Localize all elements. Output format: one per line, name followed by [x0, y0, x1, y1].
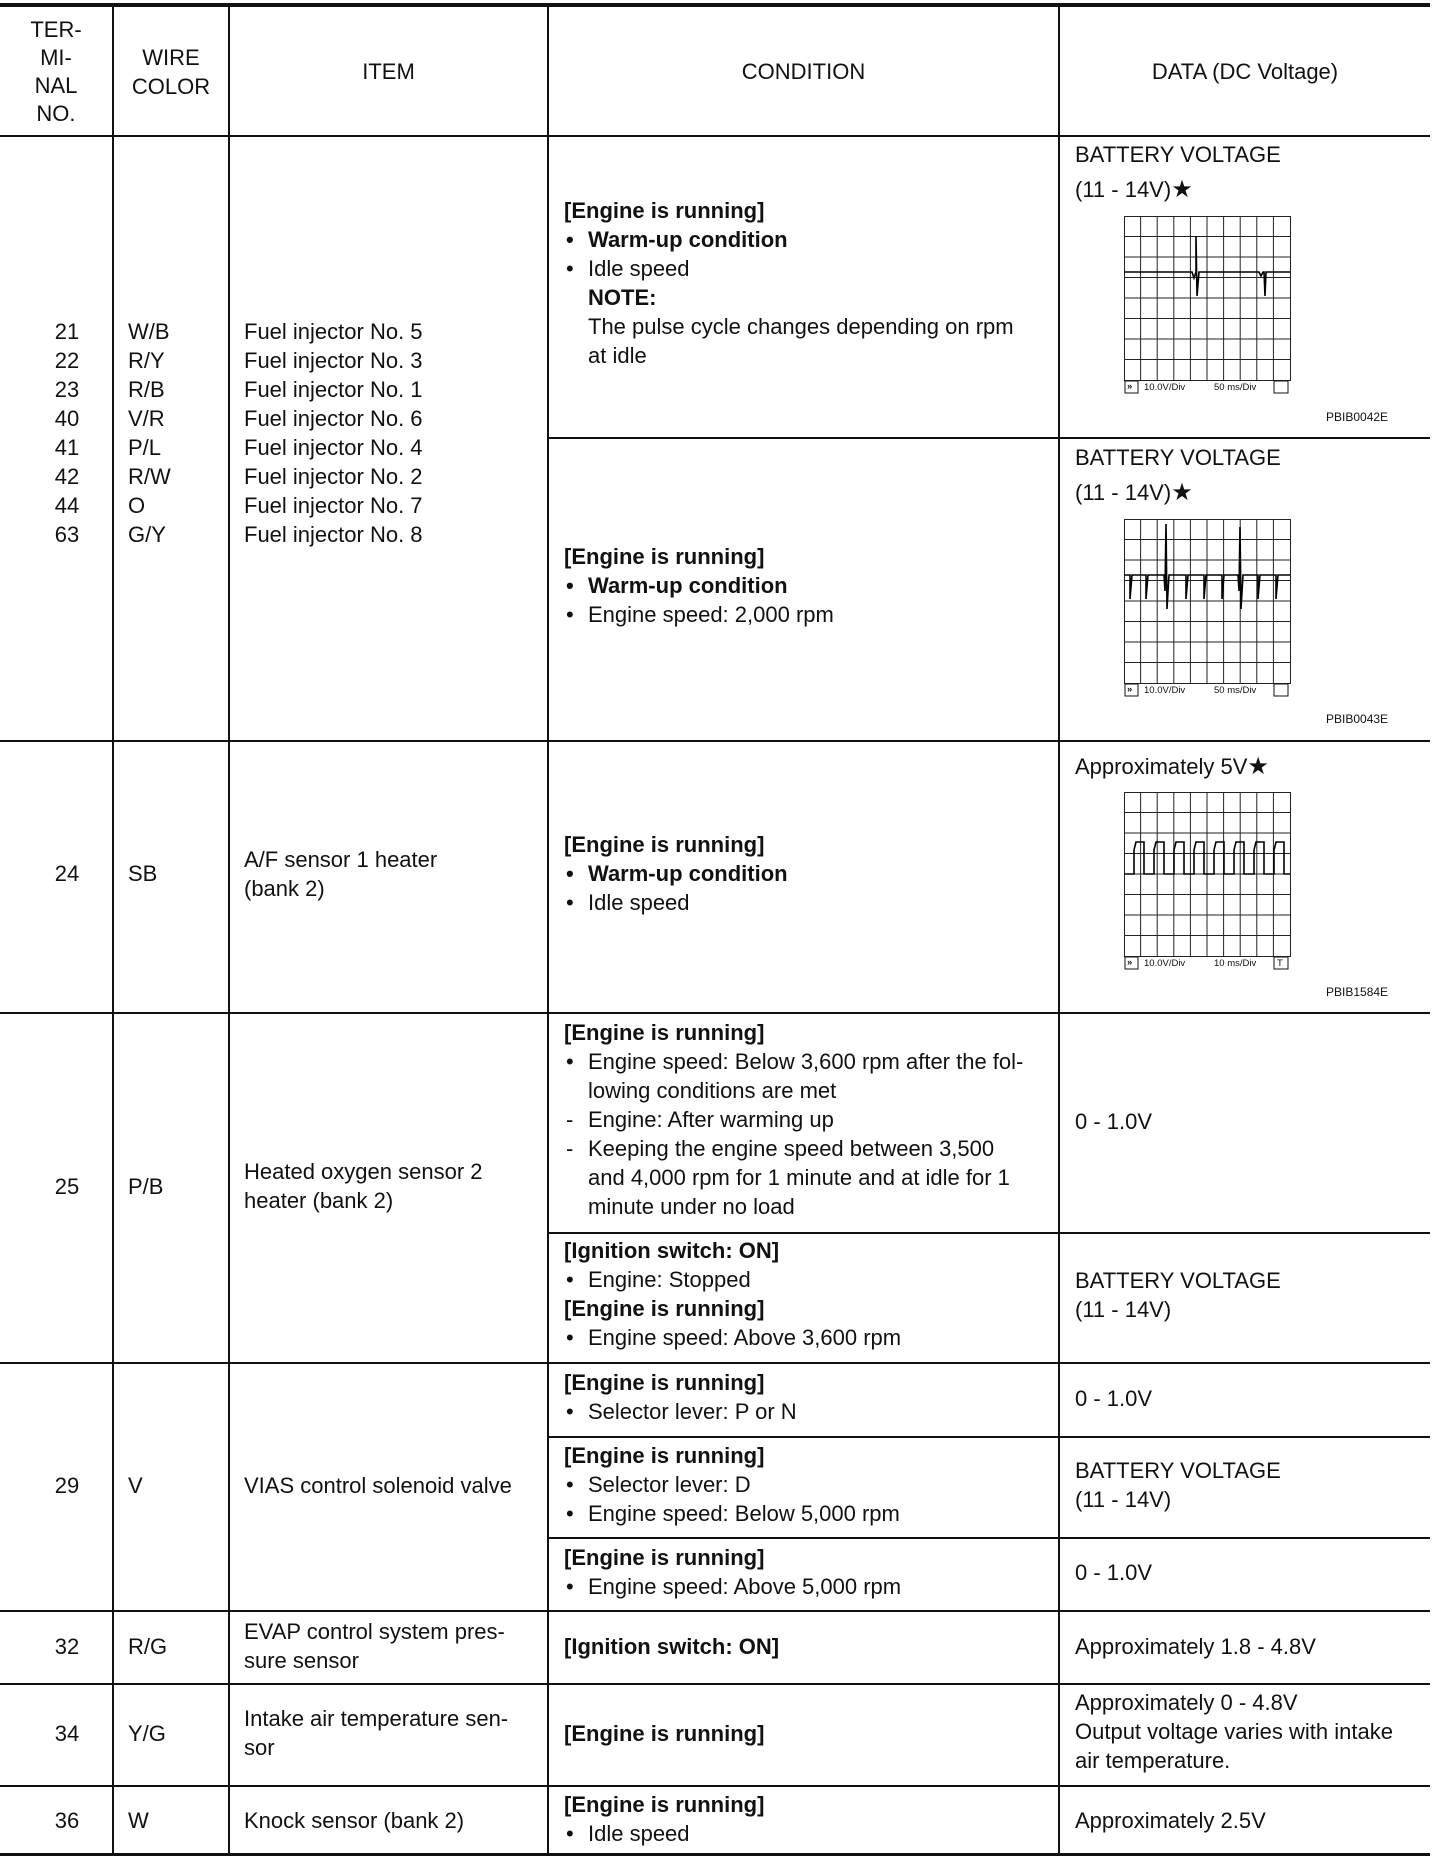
- terminal-number: 34: [54, 1721, 80, 1746]
- column-divider: [1058, 5, 1060, 1855]
- item-name: VIAS control solenoid valve: [244, 1473, 512, 1498]
- figure-code: PBIB1584E: [1326, 985, 1389, 999]
- oscilloscope-waveform: » 10.0V/Div 10 ms/Div T: [1124, 792, 1292, 978]
- data-value: 0 - 1.0V: [1075, 1560, 1153, 1585]
- condition: [Engine is running]: [564, 1721, 765, 1746]
- injector-items: Fuel injector No. 5 Fuel injector No. 3 Fuel injector No. 1 Fuel injector No. 6 Fuel injector No. 4 Fuel injector No. 2 Fuel injector No. 7 Fuel injector No. 8: [244, 319, 423, 547]
- wire-color: R/G: [128, 1634, 168, 1659]
- column-divider: [112, 5, 114, 1855]
- column-divider: [228, 5, 230, 1855]
- row-divider: [0, 1012, 1430, 1014]
- condition: [Engine is running] • Engine speed: Below 3,600 rpm after the fol- lowing conditions are met - Engine: After warming up - Keeping the engine speed between 3,500 and 4,000 rpm for 1 minute and at idle for 1 minute under no load: [564, 1020, 1024, 1219]
- row-divider: [548, 437, 1430, 439]
- condition: [Engine is running] • Idle speed: [564, 1792, 765, 1846]
- injector-wire-colors: W/B R/Y R/B V/R P/L R/W O G/Y: [128, 319, 171, 547]
- data-value: Approximately 2.5V: [1075, 1808, 1266, 1833]
- oscilloscope-waveform: » 10.0V/Div 50 ms/Div: [1124, 216, 1292, 402]
- data-value: Approximately 5V★: [1075, 753, 1269, 780]
- oscilloscope-waveform: » 10.0V/Div 50 ms/Div: [1124, 519, 1292, 705]
- item-name: A/F sensor 1 heater (bank 2): [244, 847, 438, 901]
- data-value: Approximately 0 - 4.8V Output voltage varies with intake air temperature.: [1075, 1690, 1393, 1773]
- condition: [Engine is running] • Selector lever: P or N: [564, 1370, 797, 1424]
- wire-color: Y/G: [128, 1721, 166, 1746]
- scope-grid: [1124, 519, 1292, 705]
- scope-arrow-icon: »: [1127, 684, 1133, 695]
- row-divider: [0, 740, 1430, 742]
- row-divider: [0, 1362, 1430, 1364]
- data-value: 0 - 1.0V: [1075, 1386, 1153, 1411]
- star-icon: ★: [1171, 479, 1193, 506]
- terminal-number: 24: [54, 861, 80, 886]
- wire-color: W: [128, 1808, 149, 1833]
- scope-arrow-icon: »: [1127, 381, 1133, 392]
- injector-condition-idle: [Engine is running] • Warm-up condition • Idle speed NOTE: The pulse cycle changes depending on rpm at idle: [564, 198, 1014, 368]
- scope-grid: [1124, 792, 1292, 978]
- terminal-number: 36: [54, 1808, 80, 1833]
- scope-arrow-icon: »: [1127, 957, 1133, 968]
- condition: [Ignition switch: ON] • Engine: Stopped [Engine is running] • Engine speed: Above 3,600 rpm: [564, 1238, 902, 1350]
- row-divider: [548, 1537, 1430, 1539]
- header-divider: [0, 135, 1430, 137]
- item-name: Knock sensor (bank 2): [244, 1808, 465, 1833]
- star-icon: ★: [1247, 753, 1269, 780]
- injector-terminals: 21 22 23 40 41 42 44 63: [54, 319, 80, 547]
- header-condition: CONDITION: [741, 59, 866, 84]
- data-value: BATTERY VOLTAGE (11 - 14V): [1075, 1268, 1281, 1322]
- wire-color: P/B: [128, 1174, 164, 1199]
- injector-data-idle: BATTERY VOLTAGE (11 - 14V)★: [1075, 142, 1281, 203]
- header-data: DATA (DC Voltage): [1151, 59, 1339, 84]
- figure-code: PBIB0043E: [1326, 712, 1389, 726]
- row-divider: [0, 1683, 1430, 1685]
- terminal-number: 25: [54, 1174, 80, 1199]
- wire-color: V: [128, 1473, 143, 1498]
- wire-color: SB: [128, 861, 158, 886]
- figure-code: PBIB0042E: [1326, 410, 1389, 424]
- data-value: 0 - 1.0V: [1075, 1109, 1153, 1134]
- data-value: BATTERY VOLTAGE (11 - 14V): [1075, 1458, 1281, 1512]
- item-name: EVAP control system pres- sure sensor: [244, 1619, 505, 1673]
- row-divider: [0, 1785, 1430, 1787]
- terminal-number: 32: [54, 1634, 80, 1659]
- header-item: ITEM: [362, 59, 415, 84]
- table-bottom-border: [0, 1853, 1430, 1856]
- row-divider: [548, 1436, 1430, 1438]
- injector-data-2000rpm: BATTERY VOLTAGE (11 - 14V)★: [1075, 445, 1281, 506]
- injector-condition-2000rpm: [Engine is running] • Warm-up condition • Engine speed: 2,000 rpm: [564, 544, 834, 627]
- header-wire-color: WIRE COLOR: [131, 44, 211, 99]
- star-icon: ★: [1171, 176, 1193, 203]
- header-terminal: TER- MI- NAL NO.: [30, 16, 82, 126]
- data-value: Approximately 1.8 - 4.8V: [1075, 1634, 1316, 1659]
- item-name: Heated oxygen sensor 2 heater (bank 2): [244, 1159, 483, 1213]
- row-divider: [0, 1610, 1430, 1612]
- condition: [Engine is running] • Engine speed: Above 5,000 rpm: [564, 1545, 902, 1599]
- column-divider: [547, 5, 549, 1855]
- row-divider: [548, 1232, 1430, 1234]
- terminal-number: 29: [54, 1473, 80, 1498]
- condition: [Engine is running] • Selector lever: D • Engine speed: Below 5,000 rpm: [564, 1443, 900, 1526]
- table-top-border: [0, 3, 1430, 7]
- condition: [Ignition switch: ON]: [564, 1634, 780, 1659]
- condition: [Engine is running] • Warm-up condition • Idle speed: [564, 832, 788, 915]
- item-name: Intake air temperature sen- sor: [244, 1706, 509, 1760]
- scope-grid: [1124, 216, 1292, 402]
